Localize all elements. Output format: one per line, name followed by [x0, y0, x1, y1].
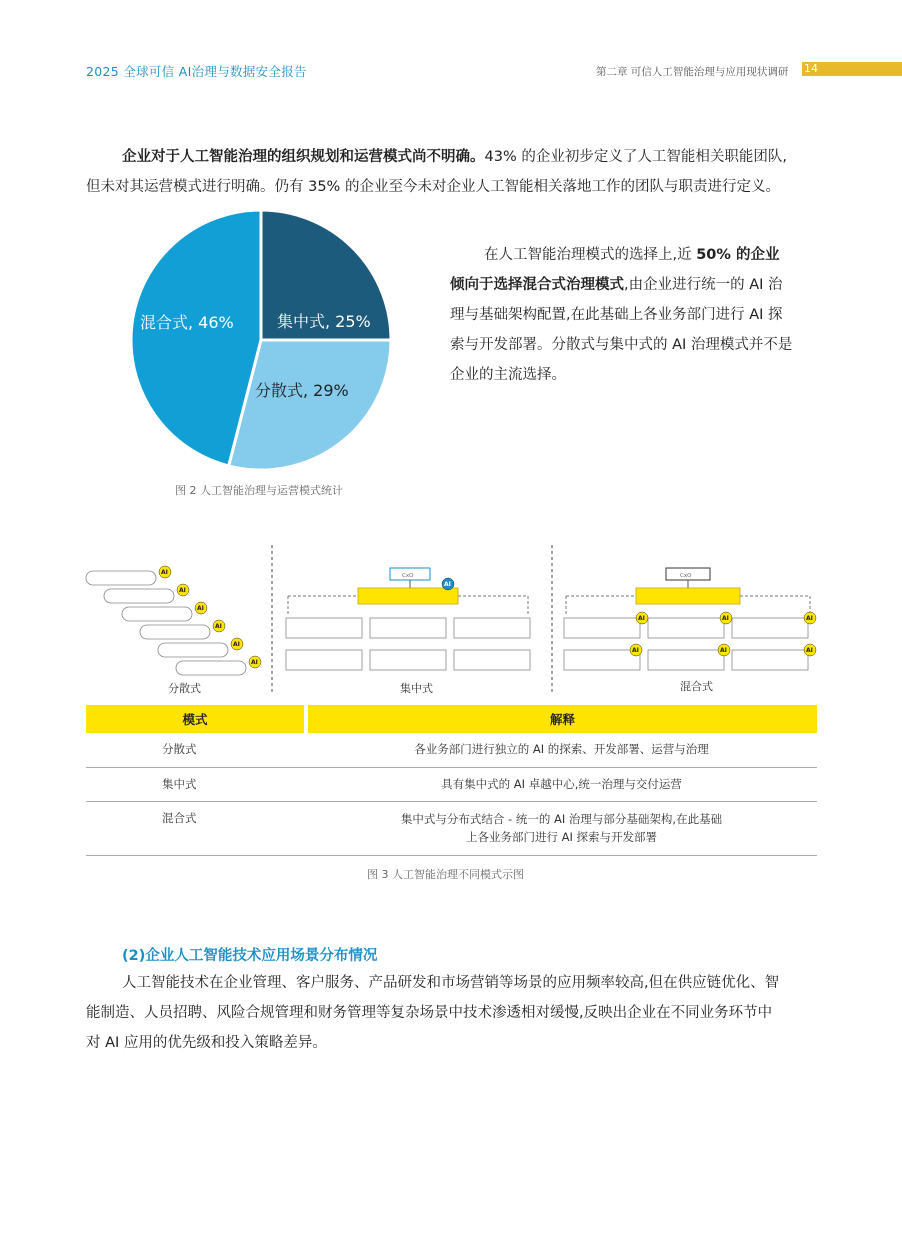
intro-line-1: [122, 142, 822, 172]
page-number: 14: [802, 62, 902, 76]
intro-line-2: 但未对其运营模式进行明确。仍有 35% 的企业至今未对企业人工智能相关落地工作的团队与职责进行定义。: [86, 179, 780, 195]
section-line-2: 能制造、人员招聘、风险合规管理和财务管理等复杂场景中技术渗透相对缓慢,反映出企业在不同业务环节中: [86, 1005, 773, 1021]
label-centralized: 集中式: [400, 682, 433, 695]
side-l1a: 在人工智能治理模式的选择上,近: [484, 247, 697, 263]
table-row: [86, 733, 817, 767]
row-mode: 分散式: [86, 733, 306, 767]
section-title: (2)企业人工智能技术应用场景分布情况: [122, 948, 378, 964]
svg-text:AI: AI: [161, 569, 168, 576]
row-mode: 集中式: [86, 767, 306, 801]
row-mode: 混合式: [86, 801, 306, 855]
svg-text:AI: AI: [233, 641, 240, 648]
governance-diagram: [80, 540, 822, 700]
chapter-title: 第二章 可信人工智能治理与应用现状调研: [596, 66, 789, 78]
svg-text:AI: AI: [722, 615, 729, 622]
svg-text:AI: AI: [806, 647, 813, 654]
pie-chart: [120, 200, 420, 490]
side-l1b: 50% 的企业: [696, 247, 780, 263]
row-desc: [306, 801, 817, 855]
pie-label-分散式: 分散式, 29%: [255, 381, 349, 400]
table-header-desc: 解释: [306, 705, 817, 733]
side-line-4: 索与开发部署。分散式与集中式的 AI 治理模式并不是: [450, 337, 793, 353]
svg-text:AI: AI: [444, 581, 451, 588]
svg-text:AI: AI: [638, 615, 645, 622]
section-line-1: 人工智能技术在企业管理、客户服务、产品研发和市场营销等场景的应用频率较高,但在供应链优化、智: [122, 975, 780, 991]
svg-text:CxO: CxO: [680, 573, 692, 579]
figure-2-caption: 图 2 人工智能治理与运营模式统计: [175, 484, 343, 497]
decentralized-illustration: [86, 566, 261, 675]
side-line-2: [450, 270, 820, 300]
row-desc: 各业务部门进行独立的 AI 的探索、开发部署、运营与治理: [306, 733, 817, 767]
label-decentralized: 分散式: [168, 682, 201, 695]
svg-text:AI: AI: [197, 605, 204, 612]
figure-3-caption: 图 3 人工智能治理不同模式示图: [367, 868, 524, 881]
intro-bold: 企业对于人工智能治理的组织规划和运营模式尚不明确。: [122, 149, 485, 165]
table-row: [86, 801, 817, 855]
intro-line1-rest: 43% 的企业初步定义了人工智能相关职能团队,: [484, 149, 787, 165]
svg-text:AI: AI: [720, 647, 727, 654]
svg-text:AI: AI: [215, 623, 222, 630]
svg-text:AI: AI: [632, 647, 639, 654]
row-desc-line-2: 上各业务部门进行 AI 探索与开发部署: [465, 829, 658, 844]
modes-table: [86, 705, 817, 856]
centralized-illustration: [286, 568, 530, 670]
side-l2a: 倾向于选择混合式治理模式: [450, 277, 624, 293]
svg-text:AI: AI: [179, 587, 186, 594]
svg-text:AI: AI: [806, 615, 813, 622]
pie-label-混合式: 混合式, 46%: [140, 313, 234, 332]
side-line-5: 企业的主流选择。: [450, 367, 566, 383]
svg-text:AI: AI: [251, 659, 258, 666]
hybrid-illustration: [564, 568, 816, 670]
row-desc-line-1: 集中式与分布式结合 - 统一的 AI 治理与部分基础架构,在此基础: [400, 811, 723, 826]
report-title: 2025 全球可信 AI治理与数据安全报告: [86, 64, 307, 79]
table-header-mode: 模式: [86, 705, 306, 733]
section-line-3: 对 AI 应用的优先级和投入策略差异。: [86, 1035, 327, 1051]
side-line-1: [484, 240, 824, 270]
svg-text:CxO: CxO: [402, 573, 414, 579]
row-desc: 具有集中式的 AI 卓越中心,统一治理与交付运营: [306, 767, 817, 801]
table-row: [86, 767, 817, 801]
side-l2b: ,由企业进行统一的 AI 治: [624, 277, 783, 293]
label-hybrid: 混合式: [680, 680, 713, 693]
side-line-3: 理与基础架构配置,在此基础上各业务部门进行 AI 探: [450, 307, 783, 323]
pie-label-集中式: 集中式, 25%: [277, 312, 371, 331]
